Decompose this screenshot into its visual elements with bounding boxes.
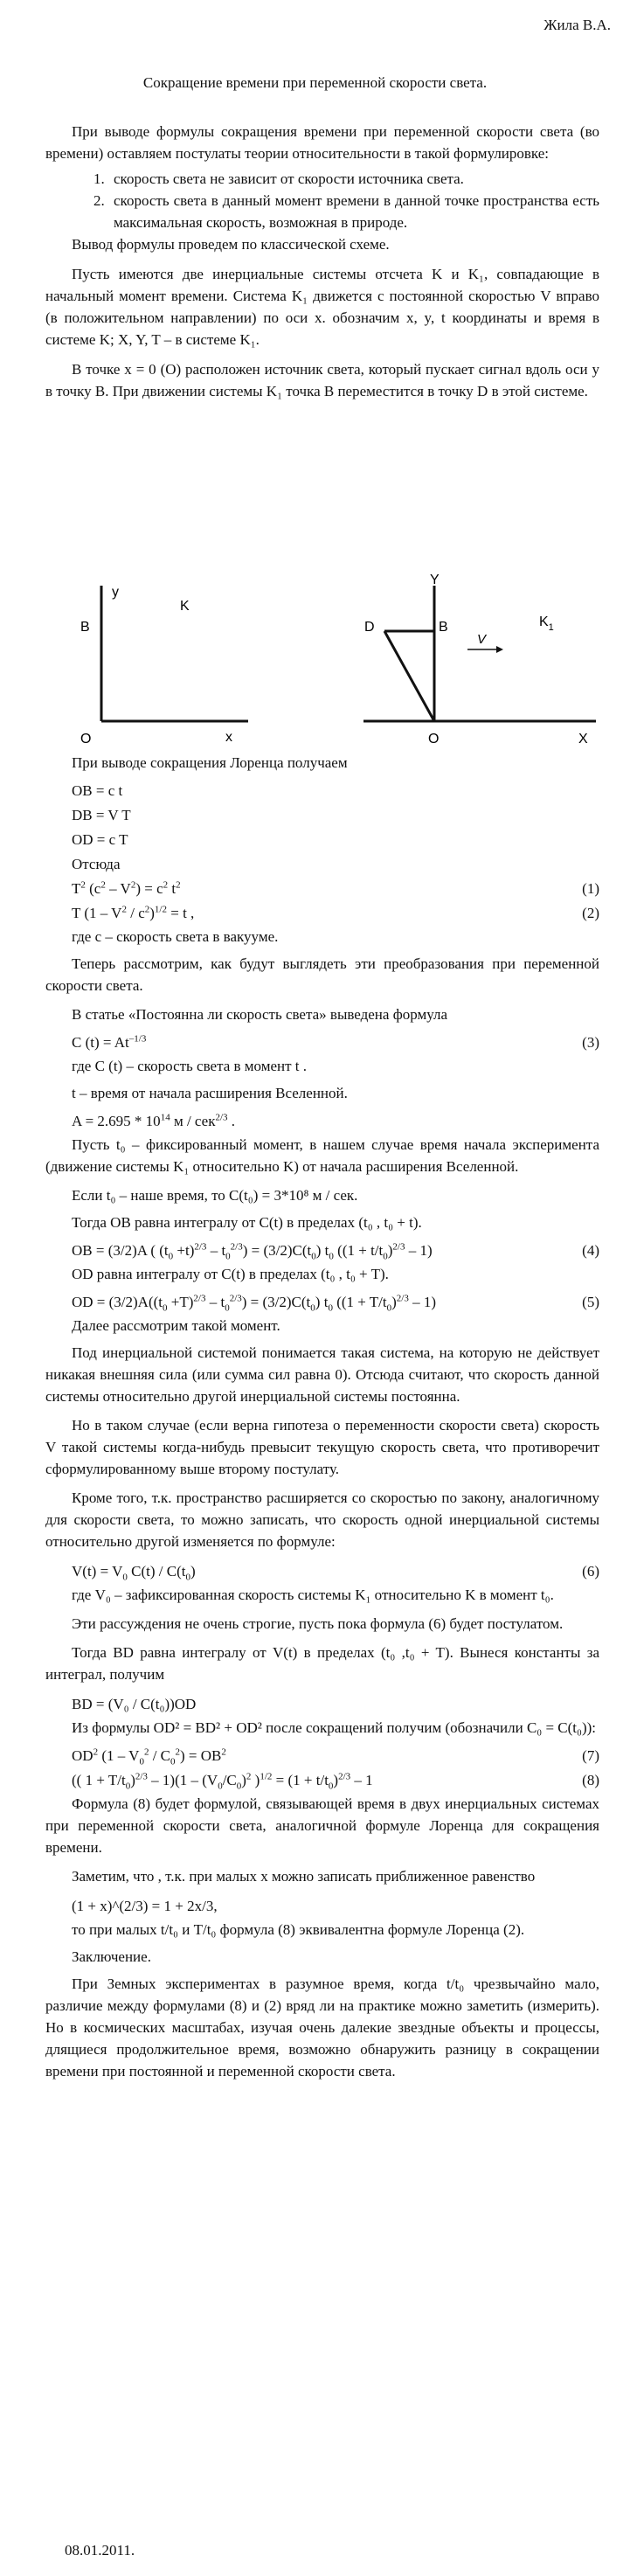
left-k-label: K xyxy=(180,599,190,614)
t-definition: t – время от начала расширения Вселенной. xyxy=(72,1085,348,1101)
equation-6: $V(t) = V_0$ $C(t) / C(t_0)$ (6) xyxy=(45,1559,599,1584)
hence-label: Отсюда xyxy=(72,856,121,872)
velocity-arrowhead xyxy=(496,646,503,653)
right-b-label: B xyxy=(439,620,448,635)
od-integral: OD равна интегралу от C(t) в пределах (t₀ , t₀ + T). xyxy=(72,1266,389,1282)
equation-3-number: (3) xyxy=(582,1034,599,1051)
left-b-label: B xyxy=(80,620,90,635)
equation-8: (( $1 + T/t_0)^{2/3} - 1)(1 - (V_0/C_0)^2$ )$^{1/2} = (1 + t/t_0)^{2/3} - 1$ (8) xyxy=(45,1768,599,1793)
ct-definition: где C (t) – скорость света в момент t . xyxy=(72,1058,308,1074)
segment-od xyxy=(384,631,434,721)
equation-5: OD = $(3/2)A((t_0 +T)^{2/3} - t_0^{2/3}) = (3/2)C(t_0)$ $t_0$ $((1 + T/t_0)^{2/3} - 1)$ (5) xyxy=(45,1290,599,1315)
ob-equation: OB = c t xyxy=(72,782,123,799)
a-value: $A = 2.695 * 10^{14}$ м / сек$^{2/3}$ . xyxy=(72,1112,236,1129)
equation-7-number: (7) xyxy=(582,1747,599,1764)
postulate-2: 2. скорость света в данный момент времени в данной точке пространства есть максимальная скорость, возможная в природе. xyxy=(108,190,599,233)
left-y-label: y xyxy=(112,585,119,600)
conclusion-title: Заключение. xyxy=(72,1948,151,1965)
small-x-paragraph: Заметим, что , т.к. при малых x можно записать приближенное равенство xyxy=(72,1868,536,1885)
left-o-label: O xyxy=(80,732,92,743)
postulate-1: 1. скорость света не зависит от скорости источника света. xyxy=(108,168,599,190)
right-d-label: D xyxy=(364,620,375,635)
systems-paragraph: Пусть имеются две инерциальные системы отсчета K и K₁, совпадающие в начальный момент времени. Система K₁ движется с постоянной скоростью V вправо (в положительном направлении) по оси x. обозначим x, y, t координаты и время в системе K; X, Y, T – в системе K₁. xyxy=(45,266,599,348)
equation-6-number: (6) xyxy=(582,1563,599,1580)
figures-svg xyxy=(45,559,599,743)
further-line: Далее рассмотрим такой момент. xyxy=(72,1317,280,1334)
equation-1: $T^2$ $(c^2 - V^2) = c^2$ $t^2$ (1) xyxy=(45,877,599,901)
source-paragraph: В точке x = 0 (O) расположен источник света, который пускает сигнал вдоль оси y в точку B. При движении системы K₁ точка B переместится в точку D в этой системе. xyxy=(45,361,599,399)
formula8-paragraph: Формула (8) будет формулой, связывающей время в двух инерциальных системах при переменной скорости света, аналогичной формуле Лоренца для сокращения времени. xyxy=(45,1795,599,1856)
hypothesis-paragraph: Но в таком случае (если верна гипотеза о переменности скорости света) скорость V такой системы когда-нибудь превысит текущую скорость света, что противоречит сформулированному выше второму постулату. xyxy=(45,1417,599,1477)
conclusion-paragraph: При Земных экспериментах в разумное время, когда t/t₀ чрезвычайно мало, различие между формулами (8) и (2) вряд ли на практике можно заметить (измерить). Но в космических масштабах, изучая очень далекие звездные объекты и процессы, длящиеся продолжительное время, возможно обнаружить разницу в сокращении времени при постоянной и переменной скорости света. xyxy=(45,1975,599,2080)
document-date: 08.01.2011. xyxy=(65,2542,135,2559)
expansion-paragraph: Кроме того, т.к. пространство расширяется со скоростью по закону, аналогичному для скорости света, то можно записать, что скорость одной инерциальной системы относительно другой изменяется по формуле: xyxy=(45,1489,599,1550)
equation-2: T $(1 - V^2 / c^2)^{1/2} = t$ , (2) xyxy=(45,901,599,926)
approximation-equation: (1 + x)^(2/3) = 1 + 2x/3, xyxy=(72,1898,218,1914)
bd-paragraph: Тогда BD равна интегралу от V(t) в пределах (t₀ ,t₀ + T). Вынеся константы за интеграл, получим xyxy=(45,1644,599,1683)
postulates-list xyxy=(45,168,599,233)
intro-paragraph: При выводе формулы сокращения времени при переменной скорости света (во времени) оставляем постулаты теории относительности в такой формулировке: xyxy=(45,123,599,162)
bd-equation: BD = (V₀ / C(t₀))OD xyxy=(72,1696,197,1712)
right-v-label: V xyxy=(477,632,487,647)
right-y-label: Y xyxy=(430,573,440,587)
intro-section xyxy=(45,121,599,402)
coordinate-figures xyxy=(45,559,599,743)
from-formula: Из формулы OD² = BD² + OD² после сокращений получим (обозначили C₀ = C(t₀)): xyxy=(72,1719,597,1736)
equation-3: C $(t) = At^{-1/3}$ (3) xyxy=(45,1031,599,1055)
lorentz-equivalence: то при малых t/t₀ и T/t₀ формула (8) эквивалентна формуле Лоренца (2). xyxy=(72,1921,525,1938)
derivation-section xyxy=(45,752,599,2089)
author: Жила В.А. xyxy=(543,17,611,33)
t0-paragraph: Пусть t₀ – фиксированный момент, в нашем случае время начала эксперимента (движение системы K₁ относительно K) от начала расширения Вселенной. xyxy=(45,1136,599,1175)
right-k-label: $K_1$ xyxy=(539,614,554,633)
rigor-paragraph: Эти рассуждения не очень строгие, пусть пока формула (6) будет постулатом. xyxy=(72,1615,564,1632)
equation-4: OB = (3/2)A ( $(t_0 +t)^{2/3} - t_0^{2/3}) = (3/2)C(t_0)$ $t_0$ $((1 + t/t_0)^{2/3} - 1)$ (4) xyxy=(45,1239,599,1263)
equation-4-number: (4) xyxy=(582,1242,599,1259)
equation-8-number: (8) xyxy=(582,1772,599,1788)
right-o-label: O xyxy=(428,732,440,743)
inertial-paragraph: Под инерциальной системой понимается такая система, на которую не действует никакая внешняя сила (или сумма сил равна 0). Отсюда считают, что скорость данной системы относительно другой инерциальной системы постоянна. xyxy=(45,1344,599,1405)
v0-definition: где V₀ – зафиксированная скорость системы K₁ относительно K в момент t₀. xyxy=(72,1587,554,1603)
od-equation: OD = c T xyxy=(72,831,128,848)
left-x-label: x xyxy=(225,730,232,743)
t0-now: Если t₀ – наше время, то C(t₀) = 3*10⁸ м / сек. xyxy=(72,1187,358,1204)
c-definition: где c – скорость света в вакууме. xyxy=(72,928,279,945)
lorentz-intro: При выводе сокращения Лоренца получаем xyxy=(72,754,348,771)
variable-speed-paragraph: Теперь рассмотрим, как будут выглядеть эти преобразования при переменной скорости света. xyxy=(45,955,599,994)
article-line: В статье «Постоянна ли скорость света» выведена формула xyxy=(72,1006,447,1023)
equation-5-number: (5) xyxy=(582,1294,599,1310)
db-equation: DB = V T xyxy=(72,807,131,823)
classic-scheme: Вывод формулы проведем по классической схеме. xyxy=(72,236,390,253)
equation-1-number: (1) xyxy=(582,880,599,897)
ob-integral: Тогда OB равна интегралу от C(t) в пределах (t₀ , t₀ + t). xyxy=(72,1214,422,1231)
equation-7: $OD^2$ $(1 - V_0^2 / C_0^2) = OB^2$ (7) xyxy=(45,1744,599,1768)
page-title: Сокращение времени при переменной скорости света. xyxy=(142,74,488,91)
right-x-label: X xyxy=(578,732,588,743)
equation-2-number: (2) xyxy=(582,905,599,921)
